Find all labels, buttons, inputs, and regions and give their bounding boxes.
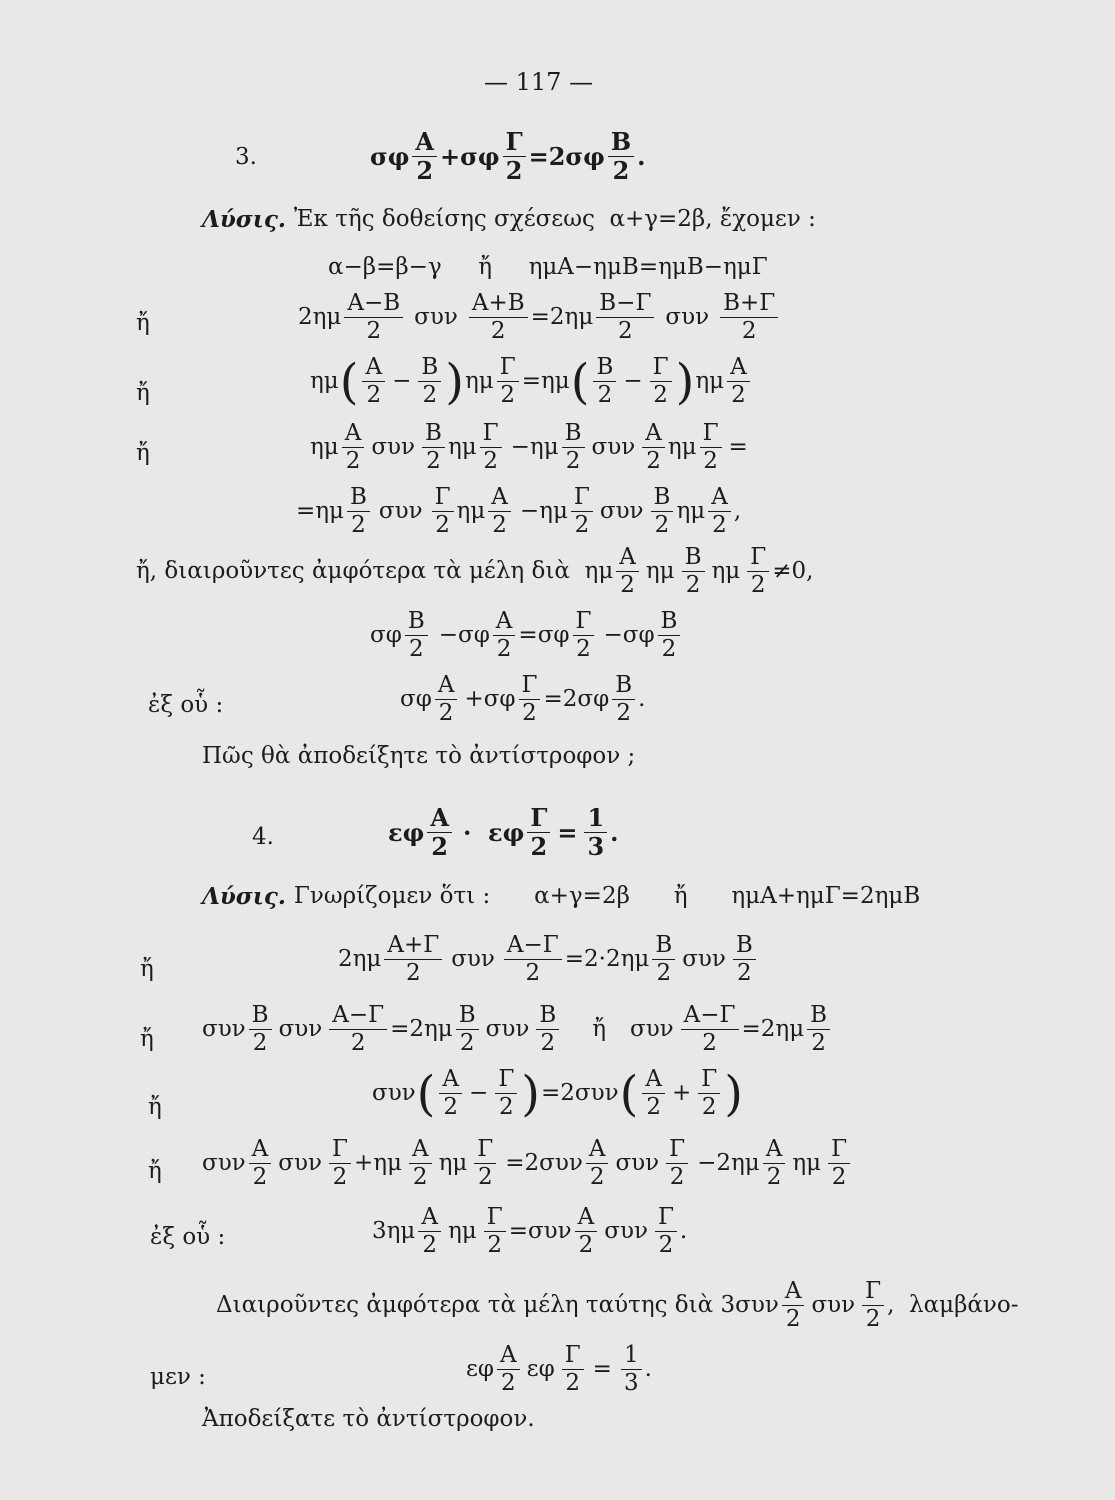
p3-prefix-4: ἤ	[136, 440, 150, 466]
p3-equation-line-1: α−β=β−γ ἤ ημΑ−ημΒ=ημΒ−ημΓ	[328, 254, 768, 280]
fraction: $\frac{B}{2}$	[347, 486, 370, 537]
fraction: $\frac{\Gamma}{2}$	[655, 1206, 677, 1257]
fraction: $\frac{A-\Gamma}{2}$	[504, 934, 562, 985]
p4-prefix-4: ἤ	[148, 1158, 162, 1184]
fraction: $\frac{B}{2}$	[536, 1004, 559, 1055]
p4-equation-line-1: 2ημ $\frac{A+\Gamma}{2}$ συν $\frac{A-\Gamma}{2}$ =2·2ημ $\frac{B}{2}$ συν $\frac{B}{2}$	[338, 934, 759, 985]
fraction: $\frac{A}{2}$	[586, 1138, 609, 1189]
fraction: $\frac{A-B}{2}$	[344, 292, 403, 343]
problem-4-number: 4.	[252, 824, 274, 850]
p4-prefix-3: ἤ	[148, 1094, 162, 1120]
fraction: $\frac{B}{2}$	[456, 1004, 479, 1055]
fraction: $\frac{B+\Gamma}{2}$	[720, 292, 778, 343]
fraction: $\frac{\Gamma}{2}$	[698, 1068, 720, 1119]
problem-3-solution-intro: Λύσις. Ἐκ τῆς δοθείσης σχέσεως α+γ=2β, ἔχομεν :	[202, 206, 816, 233]
fraction: $\frac{A}{2}$	[342, 422, 365, 473]
problem-3-question: Πῶς θὰ ἀποδείξητε τὸ ἀντίστροφον ;	[202, 743, 636, 769]
p3-equation-line-3: ημ ( $\frac{A}{2}$ − $\frac{B}{2}$ ) ημ $\frac{\Gamma}{2}$ =ημ ( $\frac{B}{2}$ − $\frac{\Gamma}{2}$ ) ημ $\frac{A}{2}$	[310, 356, 753, 407]
p4-equation-line-7: εφ $\frac{A}{2}$ εφ $\frac{\Gamma}{2}$ = $\frac{1}{3}$ .	[466, 1342, 652, 1396]
fraction: $\frac{\Gamma}{2}$	[329, 1138, 351, 1189]
fraction: $\frac{\Gamma}{2}$	[666, 1138, 688, 1189]
fraction: $\frac{1}{3}$	[621, 1344, 642, 1395]
fraction: $\frac{B}{2}$	[418, 356, 441, 407]
fraction: $\frac{\Gamma}{2}$	[571, 486, 593, 537]
p4-prefix-2: ἤ	[140, 1026, 154, 1052]
problem-4-conclusion: Ἀποδείξατε τὸ ἀντίστροφον.	[202, 1406, 535, 1432]
p3-equation-line-2: 2ημ $\frac{A-B}{2}$ συν $\frac{A+B}{2}$ =2ημ $\frac{B-\Gamma}{2}$ συν $\frac{B+\Gamma}{2}$	[298, 292, 781, 343]
fraction: $\frac{B}{2}$	[651, 486, 674, 537]
fraction: $\frac{B}{2}$	[249, 1004, 272, 1055]
problem-3-number: 3.	[235, 144, 257, 170]
problem-3-statement: σφ $\frac{A}{2}$ +σφ $\frac{\Gamma}{2}$ =2σφ $\frac{B}{2}$ .	[370, 127, 646, 185]
fraction: $\frac{\Gamma}{2}$	[474, 1138, 496, 1189]
fraction: $\frac{\Gamma}{2}$	[828, 1138, 850, 1189]
fraction: $\frac{A}{2}$	[435, 674, 458, 725]
fraction: $\frac{A+\Gamma}{2}$	[384, 934, 442, 985]
fraction: $\frac{B}{2}$	[608, 130, 634, 183]
fraction: $\frac{A}{2}$	[708, 486, 731, 537]
fraction: $\frac{\Gamma}{2}$	[497, 356, 519, 407]
fraction: $\frac{A}{2}$	[763, 1138, 786, 1189]
fraction: $\frac{A}{2}$	[642, 422, 665, 473]
fraction: $\frac{A}{2}$	[497, 1344, 520, 1395]
fraction: $\frac{B}{2}$	[562, 422, 585, 473]
page-number	[484, 70, 593, 94]
p3-equation-line-5: =ημ $\frac{B}{2}$ συν $\frac{\Gamma}{2}$ ημ $\frac{A}{2}$ −ημ $\frac{\Gamma}{2}$ συν $\frac{B}{2}$ ημ $\frac{A}{2}$ ,	[296, 484, 742, 538]
fraction: $\frac{\Gamma}{2}$	[527, 806, 550, 859]
fraction: $\frac{\Gamma}{2}$	[519, 674, 541, 725]
fraction: $\frac{\Gamma}{2}$	[700, 422, 722, 473]
fraction: $\frac{A}{2}$	[782, 1280, 805, 1331]
p4-equation-line-3: συν ( $\frac{A}{2}$ − $\frac{\Gamma}{2}$ ) =2συν ( $\frac{A}{2}$ + $\frac{\Gamma}{2}$ )	[372, 1065, 743, 1122]
fraction: $\frac{A}{2}$	[362, 356, 385, 407]
fraction: $\frac{A}{2}$	[439, 1068, 462, 1119]
p4-equation-line-6: Διαιροῦντες ἀμφότερα τὰ μέλη ταύτης διὰ 3συν $\frac{A}{2}$ συν $\frac{\Gamma}{2}$ , λαμβάνο-	[216, 1278, 1019, 1332]
fraction: $\frac{A}{2}$	[642, 1068, 665, 1119]
p3-equation-line-8: σφ $\frac{A}{2}$ +σφ $\frac{\Gamma}{2}$ =2σφ $\frac{B}{2}$ .	[400, 672, 646, 726]
p3-equation-line-6: ἤ, διαιροῦντες ἀμφότερα τὰ μέλη διὰ ημ $\frac{A}{2}$ ημ $\frac{B}{2}$ ημ $\frac{\Gamma}{2}$ ≠0,	[136, 544, 814, 598]
fraction: $\frac{A}{2}$	[493, 610, 516, 661]
fraction: $\frac{B}{2}$	[612, 674, 635, 725]
fraction: $\frac{B}{2}$	[593, 356, 616, 407]
fraction: $\frac{\Gamma}{2}$	[495, 1068, 517, 1119]
fraction: $\frac{A}{2}$	[249, 1138, 272, 1189]
fraction: $\frac{\Gamma}{2}$	[650, 356, 672, 407]
fraction: $\frac{B}{2}$	[405, 610, 428, 661]
solution-heading: Λύσις.	[202, 206, 286, 233]
p4-equation-line-2: συν $\frac{B}{2}$ συν $\frac{A-\Gamma}{2}$ =2ημ $\frac{B}{2}$ συν $\frac{B}{2}$ ἤ συν $\frac{A-\Gamma}{2}$ =2ημ $\frac{B}{2}$	[202, 1004, 833, 1055]
fraction: $\frac{A}{2}$	[412, 130, 437, 183]
p3-prefix-8: ἐξ οὗ :	[148, 692, 224, 718]
p4-equation-line-4: συν $\frac{A}{2}$ συν $\frac{\Gamma}{2}$ +ημ $\frac{A}{2}$ ημ $\frac{\Gamma}{2}$ =2συν $\frac{A}{2}$ συν $\frac{\Gamma}{2}$ −2ημ $\frac{A}{2}$ ημ $\frac{\Gamma}{2}$	[202, 1138, 853, 1189]
fraction: $\frac{B}{2}$	[658, 610, 681, 661]
fraction: $\frac{\Gamma}{2}$	[562, 1344, 584, 1395]
p4-prefix-7: μεν :	[150, 1364, 206, 1390]
fraction: $\frac{B}{2}$	[652, 934, 675, 985]
fraction: $\frac{A}{2}$	[488, 486, 511, 537]
fraction: $\frac{A-\Gamma}{2}$	[329, 1004, 387, 1055]
fraction: $\frac{\Gamma}{2}$	[480, 422, 502, 473]
p3-equation-line-7: σφ $\frac{B}{2}$ −σφ $\frac{A}{2}$ =σφ $\frac{\Gamma}{2}$ −σφ $\frac{B}{2}$	[370, 610, 683, 661]
fraction: $\frac{\Gamma}{2}$	[503, 130, 526, 183]
fraction: $\frac{A}{2}$	[409, 1138, 432, 1189]
fraction: $\frac{\Gamma}{2}$	[484, 1206, 506, 1257]
problem-4-statement: εφ $\frac{A}{2}$ · εφ $\frac{\Gamma}{2}$ = $\frac{1}{3}$ .	[388, 803, 619, 861]
fraction: $\frac{A-\Gamma}{2}$	[681, 1004, 739, 1055]
solution-heading: Λύσις.	[202, 883, 286, 910]
fraction: $\frac{A}{2}$	[575, 1206, 598, 1257]
fraction: $\frac{B}{2}$	[682, 546, 705, 597]
fraction: $\frac{\Gamma}{2}$	[432, 486, 454, 537]
p4-prefix-1: ἤ	[140, 956, 154, 982]
fraction: $\frac{1}{3}$	[584, 806, 607, 859]
p3-prefix-3: ἤ	[136, 380, 150, 406]
fraction: $\frac{A}{2}$	[616, 546, 639, 597]
page-number-text: — 117 —	[484, 68, 594, 96]
p3-equation-line-4: ημ $\frac{A}{2}$ συν $\frac{B}{2}$ ημ $\frac{\Gamma}{2}$ −ημ $\frac{B}{2}$ συν $\frac{A}{2}$ ημ $\frac{\Gamma}{2}$ =	[310, 420, 748, 474]
fraction: $\frac{A}{2}$	[418, 1206, 441, 1257]
fraction: $\frac{A}{2}$	[427, 806, 452, 859]
fraction: $\frac{B}{2}$	[422, 422, 445, 473]
fraction: $\frac{\Gamma}{2}$	[747, 546, 769, 597]
fraction: $\frac{A}{2}$	[727, 356, 750, 407]
p4-prefix-5: ἐξ οὗ :	[150, 1224, 226, 1250]
fraction: $\frac{A+B}{2}$	[469, 292, 528, 343]
fraction: $\frac{B-\Gamma}{2}$	[596, 292, 654, 343]
fraction: $\frac{B}{2}$	[733, 934, 756, 985]
fraction: $\frac{\Gamma}{2}$	[573, 610, 595, 661]
fraction: $\frac{B}{2}$	[807, 1004, 830, 1055]
p4-equation-line-5: 3ημ $\frac{A}{2}$ ημ $\frac{\Gamma}{2}$ =συν $\frac{A}{2}$ συν $\frac{\Gamma}{2}$ .	[372, 1204, 688, 1258]
fraction: $\frac{\Gamma}{2}$	[862, 1280, 884, 1331]
p3-prefix-2: ἤ	[136, 310, 150, 336]
problem-4-solution-intro: Λύσις. Γνωρίζομεν ὅτι : α+γ=2β ἤ ημΑ+ημΓ=2ημΒ	[202, 883, 921, 910]
